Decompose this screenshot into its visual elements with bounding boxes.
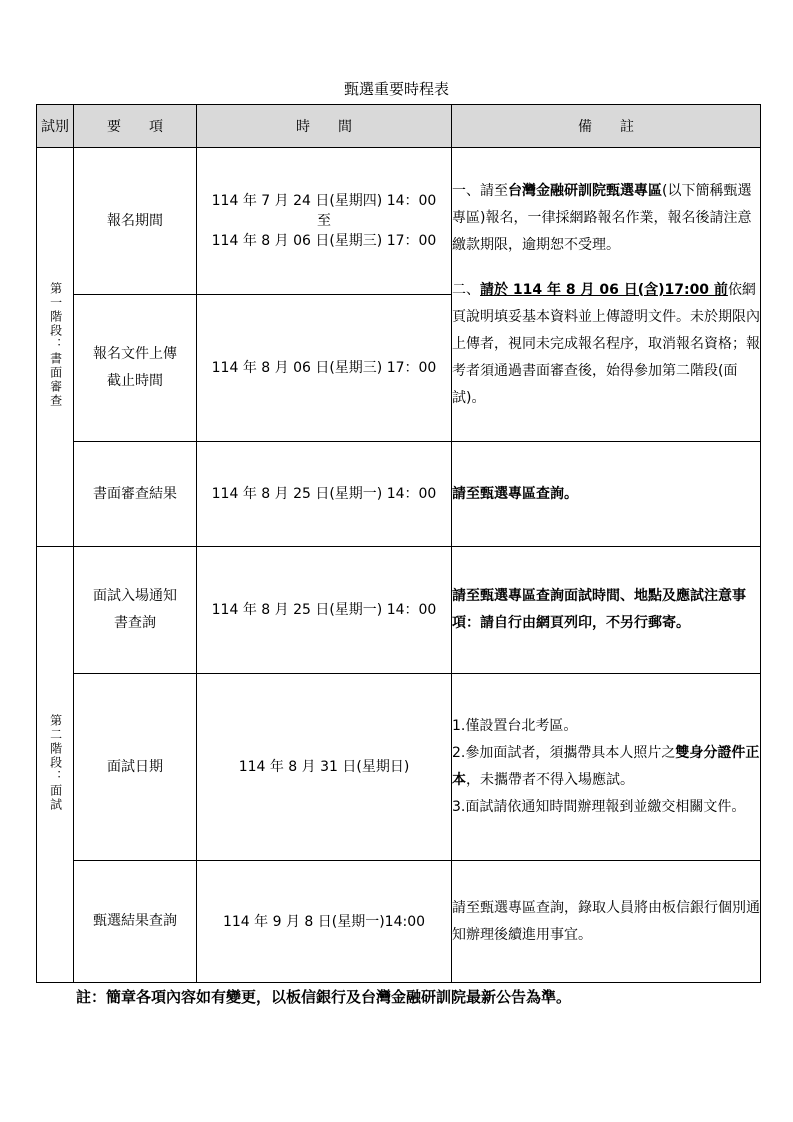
time-cell: 114 年 8 月 31 日(星期日)	[197, 674, 452, 861]
item-cell: 面試入場通知 書查詢	[74, 547, 197, 674]
table-row	[37, 442, 761, 547]
page-title: 甄選重要時程表	[343, 80, 449, 98]
time-cell: 114 年 8 月 25 日(星期一) 14：00	[197, 442, 452, 547]
stage-one-cell	[37, 148, 74, 547]
time-cell: 114 年 8 月 06 日(星期三) 17：00	[197, 295, 452, 442]
note-item: 1.僅設置台北考區。	[452, 718, 578, 734]
note-cell-registration	[452, 148, 761, 442]
time-to: 至	[317, 213, 331, 229]
item-cell: 面試日期	[74, 674, 197, 861]
table-row	[37, 861, 761, 983]
header-note: 備 註	[452, 105, 761, 148]
note-cell-interview	[452, 674, 761, 861]
stage-two-cell	[37, 547, 74, 983]
time-end: 114 年 8 月 06 日(星期三) 17：00	[211, 233, 437, 249]
footer-note: 註：簡章各項內容如有變更，以板信銀行及台灣金融研訓院最新公告為準。	[76, 988, 572, 1006]
item-cell: 報名期間	[74, 148, 197, 295]
note-item: 3.面試請依通知時間辦理報到並繳交相關文件。	[452, 799, 746, 815]
time-cell	[197, 148, 452, 295]
note-item: 2.參加面試者，須攜帶具本人照片之雙身分證件正本，未攜帶者不得入場應試。	[452, 745, 760, 788]
time-cell: 114 年 8 月 25 日(星期一) 14：00	[197, 547, 452, 674]
note-cell: 請至甄選專區查詢面試時間、地點及應試注意事項：請自行由網頁列印，不另行郵寄。	[452, 547, 761, 674]
table-row	[37, 674, 761, 861]
item-cell: 甄選結果查詢	[74, 861, 197, 983]
note-cell: 請至甄選專區查詢，錄取人員將由板信銀行個別通知辦理後續進用事宜。	[452, 861, 761, 983]
header-item: 要 項	[74, 105, 197, 148]
time-cell: 114 年 9 月 8 日(星期一)14:00	[197, 861, 452, 983]
item-cell: 書面審查結果	[74, 442, 197, 547]
time-start: 114 年 7 月 24 日(星期四) 14：00	[211, 193, 437, 209]
header-time: 時 間	[197, 105, 452, 148]
schedule-table	[36, 104, 761, 983]
header-row	[37, 105, 761, 148]
table-row	[37, 148, 761, 295]
table-row	[37, 547, 761, 674]
note-paragraph-1: 一、請至台灣金融研訓院甄選專區(以下簡稱甄選專區)報名，一律採網路報名作業，報名後請注意繳款期限，逾期恕不受理。	[452, 182, 752, 253]
header-stage: 試別	[37, 105, 74, 148]
note-paragraph-2: 二、請於 114 年 8 月 06 日(含)17:00 前依網頁說明填妥基本資料並上傳證明文件。未於期限內上傳者，視同未完成報名程序，取消報名資格；報考者須通過書面審查後，始得參加第二階段(面試)。	[452, 281, 760, 406]
stage-two-label: 第二階段：面試	[48, 713, 63, 812]
note-cell: 請至甄選專區查詢。	[452, 442, 761, 547]
item-cell: 報名文件上傳 截止時間	[74, 295, 197, 442]
stage-one-label: 第一階段：書面審查	[48, 282, 63, 408]
